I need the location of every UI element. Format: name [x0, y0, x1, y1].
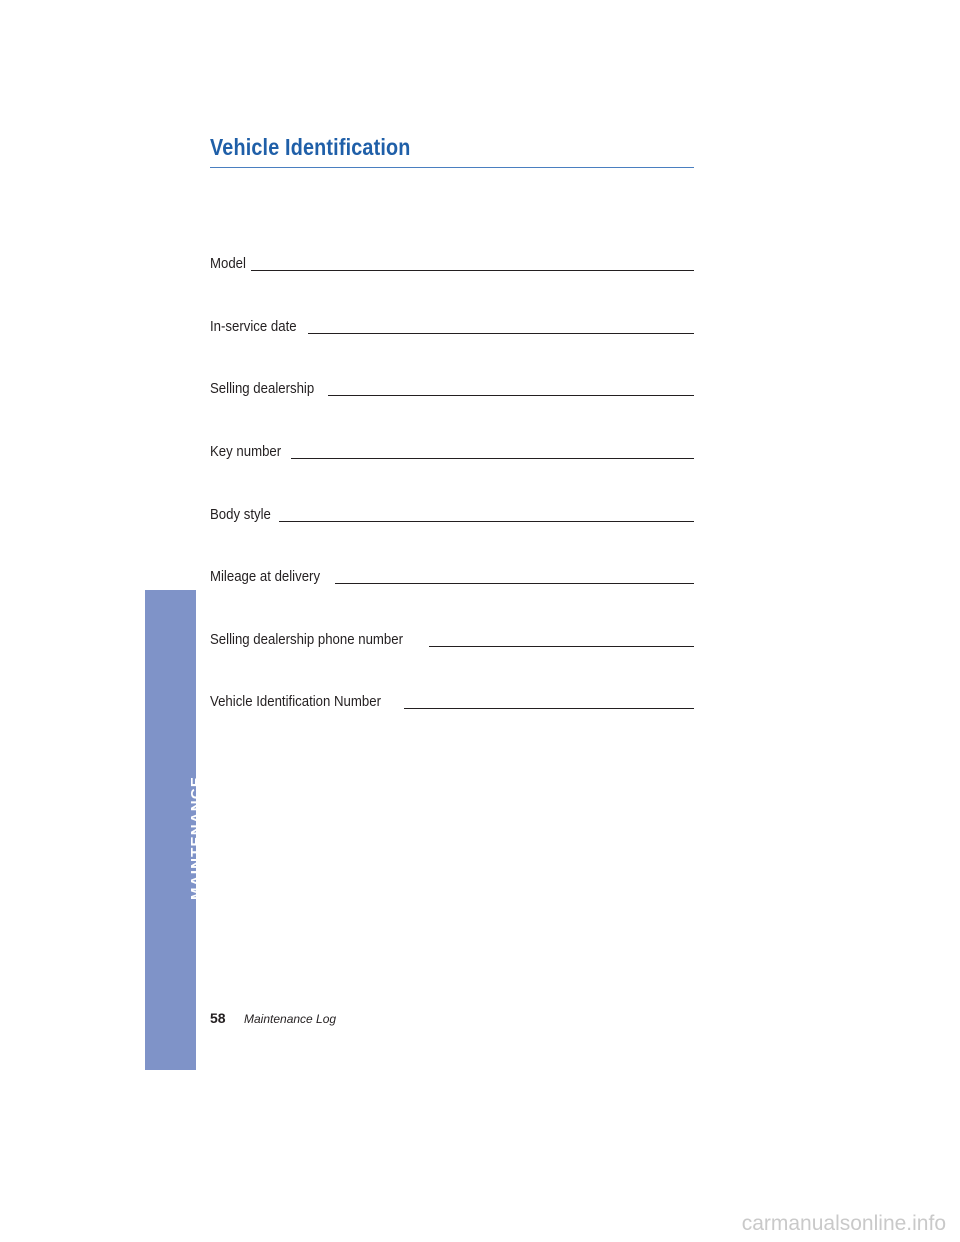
- field-line: [335, 583, 694, 584]
- page-title: Vehicle Identification: [210, 134, 411, 160]
- field-line: [291, 458, 694, 459]
- model-field[interactable]: [210, 250, 694, 272]
- field-line: [279, 521, 694, 522]
- field-line: [308, 333, 694, 334]
- field-line: [328, 395, 694, 396]
- vin-field[interactable]: [210, 688, 694, 710]
- field-line: [429, 646, 694, 647]
- selling-dealership-field[interactable]: [210, 375, 694, 397]
- watermark: carmanualsonline.info: [741, 1212, 946, 1235]
- footer-section-name: Maintenance Log: [244, 1012, 337, 1026]
- dealership-phone-field[interactable]: [210, 626, 694, 648]
- page-number: 58: [210, 1010, 226, 1026]
- field-label: Model: [210, 255, 246, 272]
- mileage-at-delivery-field[interactable]: [210, 563, 694, 585]
- key-number-field[interactable]: [210, 438, 694, 460]
- field-label: Selling dealership: [210, 380, 315, 397]
- in-service-date-field[interactable]: [210, 313, 694, 335]
- field-line: [251, 270, 694, 271]
- field-label: In-service date: [210, 318, 297, 335]
- body-style-field[interactable]: [210, 501, 694, 523]
- field-label: Mileage at delivery: [210, 568, 321, 585]
- field-label: Vehicle Identification Number: [210, 693, 381, 710]
- field-line: [404, 708, 694, 709]
- field-label: Selling dealership phone number: [210, 631, 404, 648]
- field-label: Key number: [210, 443, 282, 460]
- field-label: Body style: [210, 506, 271, 523]
- title-divider: [210, 167, 694, 168]
- side-tab-label: MAINTENANCE: [188, 775, 205, 900]
